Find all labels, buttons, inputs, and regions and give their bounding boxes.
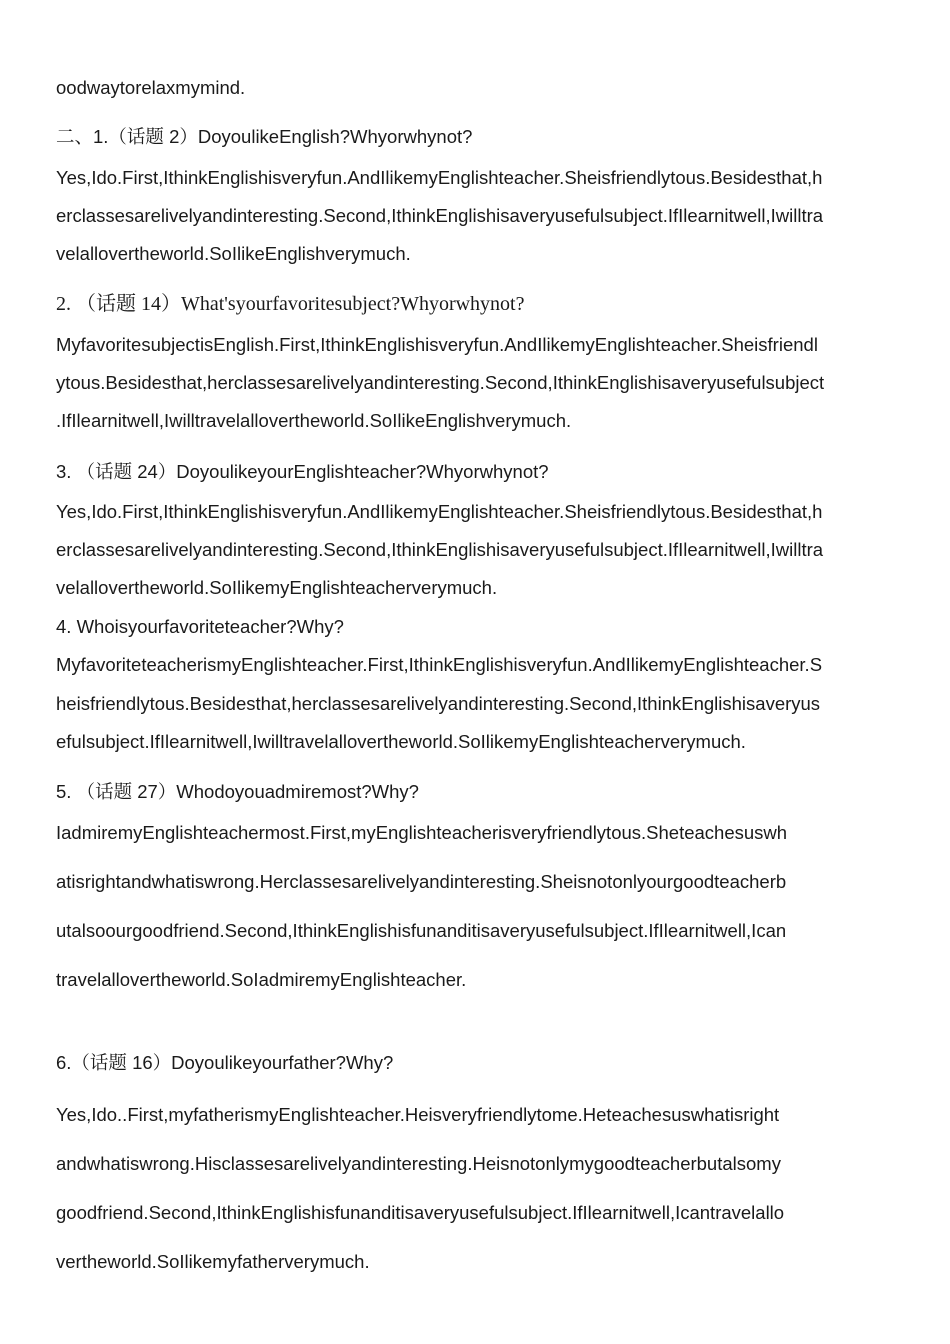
answer-line: erclassesarelivelyandinteresting.Second,IthinkEnglishisaveryusefulsubject.IfIlearnitwell,Iwilltra [56,205,824,226]
answer-line: efulsubject.IfIlearnitwell,Iwilltravelallovertheworld.SoIlikemyEnglishteacherverymuch. [56,731,746,752]
question-heading: 6.（话题 16）Doyoulikeyourfather?Why? [56,1052,394,1073]
text-line: oodwaytorelaxmymind. [56,77,246,98]
answer-line: ytous.Besidesthat,herclassesarelivelyandinteresting.Second,IthinkEnglishisaveryusefulsubject [56,372,825,393]
answer-line: velallovertheworld.SoIlikemyEnglishteacherverymuch. [56,577,498,598]
answer-line: goodfriend.Second,IthinkEnglishisfunanditisaveryusefulsubject.IfIlearnitwell,Icantravelallo [56,1202,785,1223]
answer-line: IadmiremyEnglishteachermost.First,myEnglishteacherisveryfriendlytous.Sheteachesuswh [56,822,788,843]
question-heading: 2. （话题 14）What'syourfavoritesubject?Whyorwhynot? [56,293,525,315]
answer-line: andwhatiswrong.Hisclassesarelivelyandinteresting.Heisnotonlymygoodteacherbutalsomy [56,1153,781,1174]
question-heading: 4. Whoisyourfavoriteteacher?Why? [56,616,344,637]
question-heading: 3. （话题 24）DoyoulikeyourEnglishteacher?Whyorwhynot? [56,461,549,482]
answer-line: velallovertheworld.SoIlikeEnglishverymuch. [56,243,411,264]
answer-line: Yes,Ido.First,IthinkEnglishisveryfun.AndIlikemyEnglishteacher.Sheisfriendlytous.Besidesthat,h [56,501,823,522]
answer-line: travelallovertheworld.SoIadmiremyEnglishteacher. [56,969,467,990]
question-heading: 二、1.（话题 2）DoyoulikeEnglish?Whyorwhynot? [56,126,473,147]
answer-line: Yes,Ido.First,IthinkEnglishisveryfun.AndIlikemyEnglishteacher.Sheisfriendlytous.Besidesthat,h [56,167,823,188]
answer-line: vertheworld.SoIlikemyfatherverymuch. [56,1251,370,1272]
answer-line: Yes,Ido..First,myfatherismyEnglishteacher.Heisveryfriendlytome.Heteachesuswhatisright [56,1104,780,1125]
answer-line: MyfavoritesubjectisEnglish.First,IthinkEnglishisveryfun.AndIlikemyEnglishteacher.Sheisfriendl [56,334,818,355]
answer-line: utalsoourgoodfriend.Second,IthinkEnglishisfunanditisaveryusefulsubject.IfIlearnitwell,Ican [56,920,787,941]
answer-line: MyfavoriteteacherismyEnglishteacher.First,IthinkEnglishisveryfun.AndIlikemyEnglishteacher.S [56,654,823,675]
answer-line: .IfIlearnitwell,Iwilltravelallovertheworld.SoIlikeEnglishverymuch. [56,410,572,431]
answer-line: erclassesarelivelyandinteresting.Second,IthinkEnglishisaveryusefulsubject.IfIlearnitwell,Iwilltra [56,539,824,560]
question-heading: 5. （话题 27）Whodoyouadmiremost?Why? [56,781,419,802]
answer-line: atisrightandwhatiswrong.Herclassesarelivelyandinteresting.Sheisnotonlyourgoodteacherb [56,871,787,892]
answer-line: heisfriendlytous.Besidesthat,herclassesarelivelyandinteresting.Second,IthinkEnglishisaveryus [56,693,821,714]
